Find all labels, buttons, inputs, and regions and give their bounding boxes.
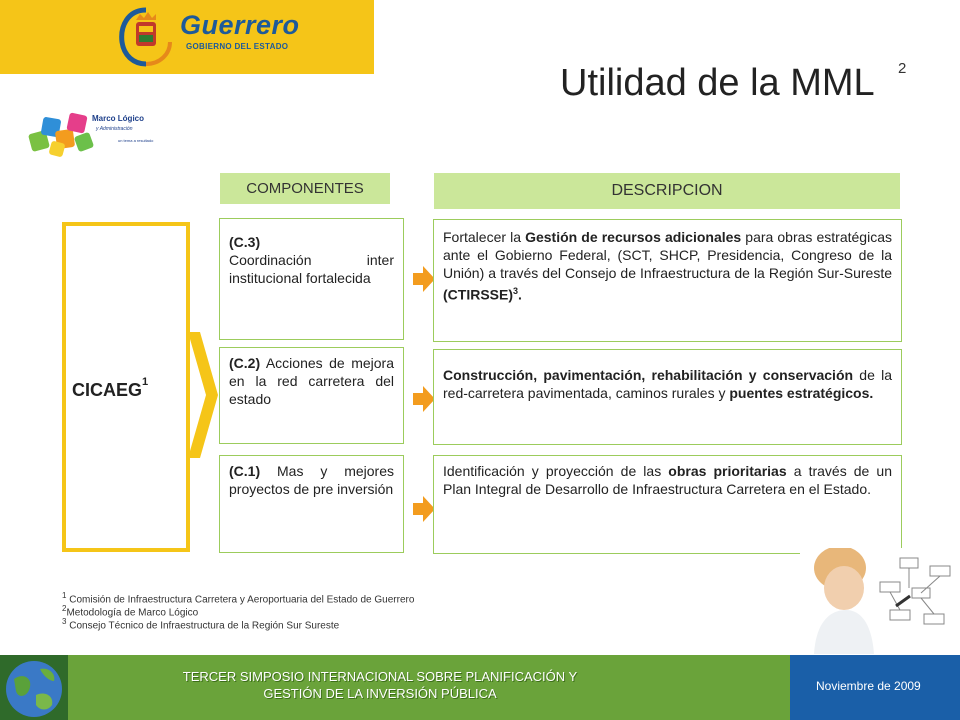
page-title: Utilidad de la MML	[560, 62, 875, 104]
description-c1: Identificación y proyección de las obras prioritarias a través de un Plan Integral de Desarrollo de Infraestructura Carretera en el Estado.	[433, 455, 902, 554]
footer-date: Noviembre de 2009	[816, 679, 921, 693]
puzzle-logo-tagline: un tema a resultado	[118, 138, 154, 143]
puzzle-logo-subtitle: y Administración	[96, 126, 133, 132]
description-c3: Fortalecer la Gestión de recursos adicionales para obras estratégicas ante el Gobierno Federal, (SCT, SHCP, Presidencia, Congreso de la Unión) a través del Consejo de Infraestructura de la Región Sur-Sureste (CTIRSSE)$^3$.	[433, 219, 902, 342]
footnote-2: $^2$Metodología de Marco Lógico	[62, 604, 199, 619]
component-text: Coordinación inter institucional fortalecida	[229, 252, 394, 286]
woman-drawing-flowchart-image	[800, 548, 960, 654]
chevron-arrow-icon	[186, 330, 220, 460]
arrow-right-icon	[413, 266, 435, 292]
logo-text: Guerrero	[180, 10, 300, 40]
arrow-right-icon	[413, 386, 435, 412]
component-c3	[219, 218, 404, 340]
footnote-1: $^1$ Comisión de Infraestructura Carretera y Aeroportuaria del Estado de Guerrero	[62, 591, 415, 606]
component-text: Acciones de mejora en la red carretera del estado	[229, 355, 394, 407]
guerrero-logo-banner	[0, 0, 374, 74]
arrow-right-icon	[413, 496, 435, 522]
component-code: (C.3)	[229, 234, 261, 250]
component-text: Mas y mejores proyectos de pre inversión	[229, 463, 394, 497]
component-code: (C.2)	[229, 355, 261, 371]
cicaeg-label: CICAEG$^1$	[72, 376, 149, 400]
globe-icon	[0, 655, 68, 720]
component-c2	[219, 347, 404, 444]
puzzle-logo-title: Marco Lógico	[92, 114, 145, 123]
description-header: DESCRIPCION	[434, 173, 900, 209]
footnote-3: $^3$ Consejo Técnico de Infraestructura de la Región Sur Sureste	[62, 617, 340, 632]
logo-subtitle: GOBIERNO DEL ESTADO	[186, 42, 289, 51]
component-c1	[219, 455, 404, 553]
footer-date-block	[790, 655, 960, 720]
components-header: COMPONENTES	[220, 173, 390, 204]
title-superscript: 2	[898, 60, 907, 77]
component-code: (C.1)	[229, 463, 261, 479]
description-c2: Construcción, pavimentación, rehabilitación y conservación de la red-carretera pavimentada, caminos rurales y puentes estratégicos.	[433, 349, 902, 445]
footer-event-title: TERCER SIMPOSIO INTERNACIONAL SOBRE PLANIFICACIÓN Y GESTIÓN DE LA INVERSIÓN PÚBLICA	[182, 669, 578, 701]
guerrero-emblem-icon	[116, 6, 176, 68]
